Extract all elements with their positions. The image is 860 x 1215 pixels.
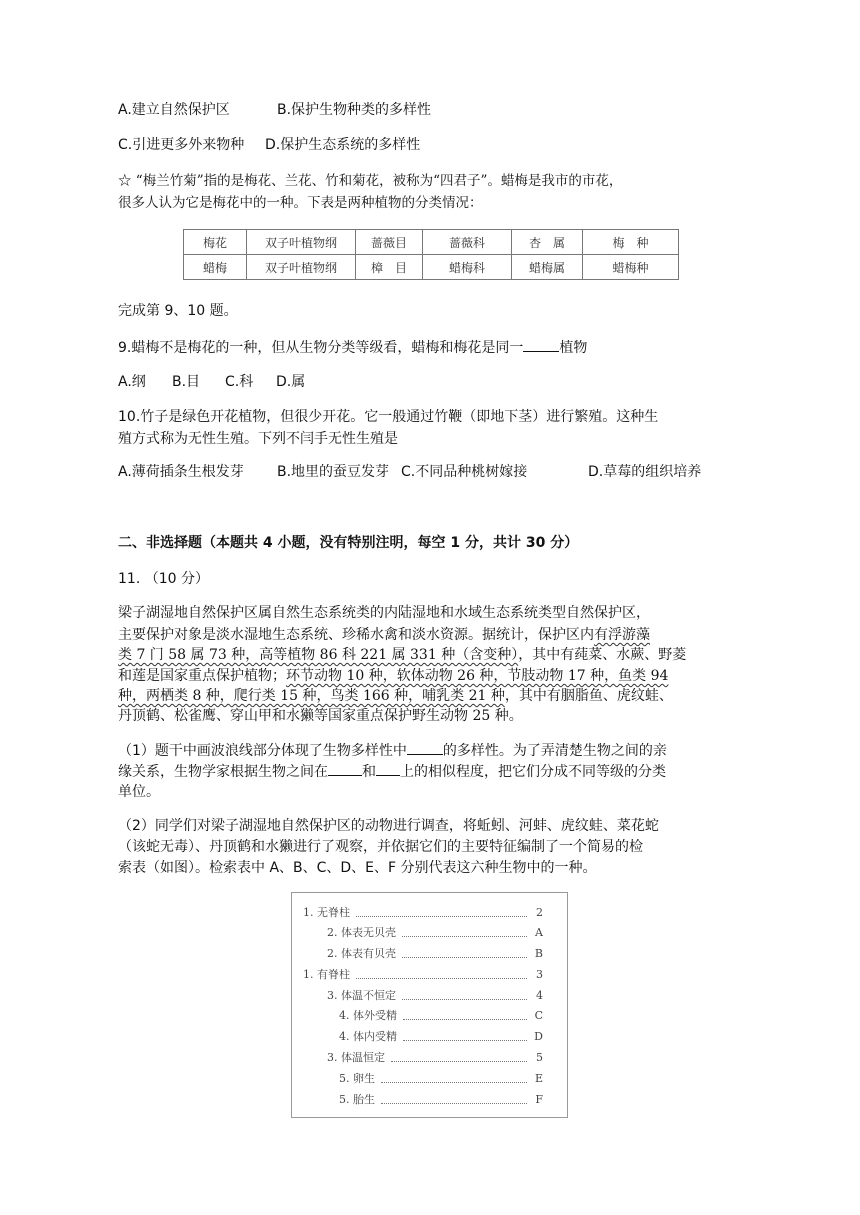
key-row-code: B <box>534 946 543 960</box>
q11-para-line-6: 丹顶鹤、松雀鹰、穿山甲和水獭等国家重点保护野生动物 25 种。 <box>118 708 523 724</box>
q11-sub2-line-1: （2）同学们对梁子湖湿地自然保护区的动物进行调查，将蚯蚓、河蚌、虎纹蛙、菜花蛇 <box>118 818 659 834</box>
q9-stem-after: 植物 <box>559 340 588 356</box>
key-row <box>339 1028 543 1044</box>
q11-sub1-text: 上的相似程度，把它们分成不同等级的分类 <box>400 764 666 780</box>
q11-para-line-2 <box>118 625 650 645</box>
key-row-code: 2 <box>536 905 543 919</box>
intro-line-2: 很多人认为它是梅花中的一种。下表是两种植物的分类情况： <box>118 195 483 211</box>
q11-sub1-line-1 <box>118 740 667 761</box>
q11-para-line-1: 梁子湖湿地自然保护区属自然生态系统类的内陆湿地和水域生态系统类型自然保护区， <box>118 605 650 621</box>
key-row-text: 3. 体温不恒定 <box>327 989 396 1002</box>
q10-option-a: A.薄荷插条生根发芽 <box>118 464 244 480</box>
key-row <box>303 966 543 982</box>
q11-sub1-text: （1）题干中画波浪线部分体现了生物多样性中 <box>118 743 407 759</box>
key-row <box>327 924 543 940</box>
classification-table <box>183 229 679 280</box>
key-row-code: 5 <box>536 1050 543 1064</box>
q9-stem-before: 9.蜡梅不是梅花的一种，但从生物分类等级看，蜡梅和梅花是同一 <box>118 340 524 356</box>
q11-sub2-line-2: （该蛇无毒）、丹顶鹤和水獭进行了观察，并依据它们的主要特征编制了一个简易的检 <box>118 839 643 855</box>
q11-sub1-line-2 <box>118 761 666 782</box>
table-cell: 梅花 <box>184 230 247 255</box>
q10-option-d: D.草莓的组织培养 <box>588 464 702 480</box>
table-cell: 蜡梅科 <box>423 255 512 280</box>
key-row-code: C <box>534 1008 543 1022</box>
key-row <box>303 904 543 920</box>
q11-para-line-3 <box>118 645 686 665</box>
q9-stem <box>118 337 587 358</box>
leader-dots <box>402 949 527 958</box>
table-cell: 杏 属 <box>512 230 583 255</box>
table-cell: 蜡梅 <box>184 255 247 280</box>
key-row <box>339 1070 543 1086</box>
key-row-text: 2. 体表无贝壳 <box>327 926 396 939</box>
key-row-code: A <box>535 925 543 939</box>
key-row-text: 4. 体内受精 <box>339 1030 397 1043</box>
q11-para-line-5 <box>118 686 673 706</box>
key-row-code: D <box>534 1029 543 1043</box>
table-cell: 双子叶植物纲 <box>247 255 356 280</box>
q8-option-b: B.保护生物种类的多样性 <box>277 102 432 118</box>
leader-dots <box>402 991 527 1000</box>
q10-line-1: 10.竹子是绿色开花植物，但很少开花。它一般通过竹鞭（即地下茎）进行繁殖。这种生 <box>118 409 659 425</box>
q11-para-text: 和莲是国家重点保护植物； <box>118 668 286 684</box>
wavy-underline-text: 有浮游藻 <box>594 627 650 643</box>
complete-note: 完成第 9、10 题。 <box>118 303 238 319</box>
key-row-text: 5. 胎生 <box>339 1093 375 1106</box>
key-row-code: F <box>535 1092 543 1106</box>
key-row <box>327 987 543 1003</box>
key-row-code: 3 <box>536 967 543 981</box>
wavy-underline-text: 种，两栖类 8 种，爬行类 15 种，鸟类 166 种，哺乳类 21 种 <box>118 688 505 704</box>
leader-dots <box>356 970 527 979</box>
key-row <box>339 1007 543 1023</box>
table-cell: 蔷薇目 <box>356 230 423 255</box>
q9-option-b: B.目 <box>172 374 201 390</box>
key-row-text: 2. 体表有贝壳 <box>327 947 396 960</box>
q11-sub1-line-3: 单位。 <box>118 784 160 800</box>
leader-dots <box>403 1032 527 1041</box>
table-cell: 双子叶植物纲 <box>247 230 356 255</box>
answer-blank[interactable] <box>376 761 400 776</box>
answer-blank[interactable] <box>407 740 443 755</box>
table-cell: 蔷薇科 <box>423 230 512 255</box>
q11-para-text: 主要保护对象是淡水湿地生态系统、珍稀水禽和淡水资源。据统计，保护区内 <box>118 627 594 643</box>
q9-option-a: A.纲 <box>118 374 146 390</box>
table-cell: 蜡梅属 <box>512 255 583 280</box>
leader-dots <box>403 1011 527 1020</box>
q10-option-c: C.不同品种桃树嫁接 <box>401 464 528 480</box>
table-cell: 梅 种 <box>583 230 679 255</box>
table-row <box>184 230 679 255</box>
key-row-text: 1. 有脊柱 <box>303 968 350 981</box>
q11-sub2-line-3: 索表（如图）。检索表中 A、B、C、D、E、F 分别代表这六种生物中的一种。 <box>118 860 597 876</box>
leader-dots <box>391 1053 527 1062</box>
q11-sub1-text: 缘关系，生物学家根据生物之间在 <box>118 764 328 780</box>
leader-dots <box>381 1074 527 1083</box>
q10-option-b: B.地里的蚕豆发芽 <box>277 464 390 480</box>
q11-sub1-text: 的多样性。为了弄清楚生物之间的亲 <box>442 743 667 759</box>
key-row-text: 3. 体温恒定 <box>327 1051 385 1064</box>
leader-dots <box>356 908 527 917</box>
key-row-text: 1. 无脊柱 <box>303 906 350 919</box>
section-heading: 二、非选择题（本题共 4 小题，没有特别注明，每空 1 分，共计 30 分） <box>118 535 579 551</box>
key-row-code: 4 <box>536 988 543 1002</box>
key-row <box>327 945 543 961</box>
q11-para-text: ，其中有胭脂鱼、虎纹蛙、 <box>504 688 673 704</box>
table-cell: 樟 目 <box>356 255 423 280</box>
leader-dots <box>402 928 527 937</box>
intro-line-1: ☆ “梅兰竹菊”指的是梅花、兰花、竹和菊花，被称为“四君子”。蜡梅是我市的市花， <box>118 173 623 189</box>
q8-option-d: D.保护生态系统的多样性 <box>265 137 421 153</box>
answer-blank[interactable] <box>328 761 362 776</box>
q11-para-text: ，其中有莼菜、水蕨、野菱 <box>518 647 687 663</box>
wavy-underline-text: 类 7 门 58 属 73 种，高等植物 86 科 221 属 331 种（含变种） <box>118 647 519 663</box>
dichotomous-key <box>291 892 568 1118</box>
q11-para-line-4 <box>118 666 668 686</box>
key-row-code: E <box>534 1071 543 1085</box>
leader-dots <box>381 1095 527 1104</box>
q11-label: 11. （10 分） <box>118 571 209 587</box>
q9-option-c: C.科 <box>225 374 254 390</box>
q11-sub1-text: 和 <box>362 764 376 780</box>
q8-option-a: A.建立自然保护区 <box>118 102 230 118</box>
q8-option-c: C.引进更多外来物种 <box>118 137 245 153</box>
table-row <box>184 255 679 280</box>
key-row <box>327 1049 543 1065</box>
wavy-underline-text: 环节动物 10 种，软体动物 26 种，节肢动物 17 种，鱼类 94 <box>286 668 669 684</box>
answer-blank[interactable] <box>523 337 559 352</box>
key-row-text: 5. 卵生 <box>339 1072 375 1085</box>
key-row-text: 4. 体外受精 <box>339 1009 397 1022</box>
q10-line-2: 殖方式称为无性生殖。下列不闫手无性生殖是 <box>118 431 398 447</box>
q9-option-d: D.属 <box>276 374 306 390</box>
table-cell: 蜡梅种 <box>583 255 679 280</box>
key-row <box>339 1091 543 1107</box>
